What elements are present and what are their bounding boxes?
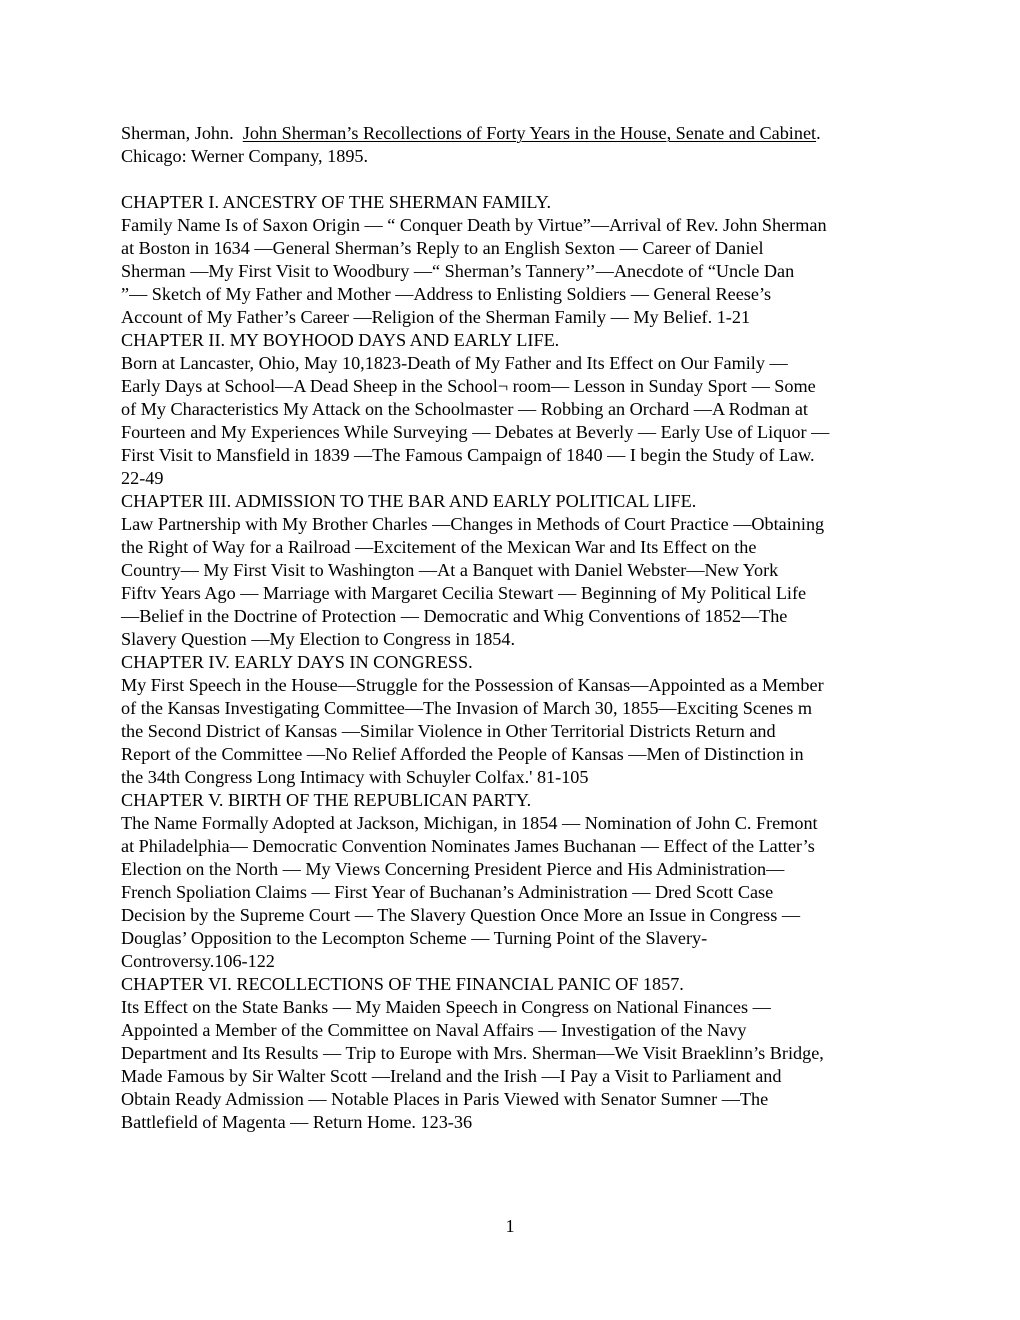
chapter-block <box>121 651 911 789</box>
chapter-summary-line: Its Effect on the State Banks — My Maiden Speech in Congress on National Finances — <box>121 997 771 1017</box>
citation-title: John Sherman’s Recollections of Forty Years in the House, Senate and Cabinet <box>242 123 817 143</box>
citation-publisher: Chicago: Werner Company, 1895. <box>121 146 369 166</box>
chapter-summary-line: Fiftv Years Ago — Marriage with Margaret Cecilia Stewart — Beginning of My Political Life <box>121 583 807 603</box>
chapter-summary-line: French Spoliation Claims — First Year of Buchanan’s Administration — Dred Scott Case <box>121 882 774 902</box>
chapter-summary-line: at Boston in 1634 —General Sherman’s Reply to an English Sexton — Career of Daniel <box>121 238 764 258</box>
chapter-heading: CHAPTER VI. RECOLLECTIONS OF THE FINANCIAL PANIC OF 1857. <box>121 974 684 994</box>
chapter-heading: CHAPTER II. MY BOYHOOD DAYS AND EARLY LIFE. <box>121 330 560 350</box>
chapter-summary-line: First Visit to Mansfield in 1839 —The Famous Campaign of 1840 — I begin the Study of Law. <box>121 445 815 465</box>
chapter-summary-line: Report of the Committee —No Relief Afforded the People of Kansas —Men of Distinction in <box>121 744 804 764</box>
chapter-summary-line: Department and Its Results — Trip to Europe with Mrs. Sherman—We Visit Braeklinn’s Bridge, <box>121 1043 824 1063</box>
chapter-summary-line: Fourteen and My Experiences While Surveying — Debates at Beverly — Early Use of Liquor — <box>121 422 830 442</box>
chapter-summary-line: Family Name Is of Saxon Origin — “ Conquer Death by Virtue”—Arrival of Rev. John Sherman <box>121 215 827 235</box>
chapter-summary-line: Appointed a Member of the Committee on Naval Affairs — Investigation of the Navy <box>121 1020 747 1040</box>
chapter-heading: CHAPTER IV. EARLY DAYS IN CONGRESS. <box>121 652 473 672</box>
chapter-summary-line: Battlefield of Magenta — Return Home. 123-36 <box>121 1112 473 1132</box>
chapter-block <box>121 329 911 490</box>
chapter-summary-line: ”— Sketch of My Father and Mother —Address to Enlisting Soldiers — General Reese’s <box>121 284 772 304</box>
chapter-summary-line: the 34th Congress Long Intimacy with Schuyler Colfax.' 81-105 <box>121 767 589 787</box>
chapter-summary-line: The Name Formally Adopted at Jackson, Michigan, in 1854 — Nomination of John C. Fremont <box>121 813 818 833</box>
chapter-summary-line: of My Characteristics My Attack on the Schoolmaster — Robbing an Orchard —A Rodman at <box>121 399 808 419</box>
chapter-summary-line: Account of My Father’s Career —Religion of the Sherman Family — My Belief. 1-21 <box>121 307 751 327</box>
chapter-block <box>121 789 911 973</box>
chapter-heading: CHAPTER I. ANCESTRY OF THE SHERMAN FAMILY. <box>121 192 552 212</box>
chapter-summary-line: Made Famous by Sir Walter Scott —Ireland and the Irish —I Pay a Visit to Parliament and <box>121 1066 782 1086</box>
chapter-list <box>121 191 911 1134</box>
chapter-summary-line: Early Days at School—A Dead Sheep in the School¬ room— Lesson in Sunday Sport — Some <box>121 376 816 396</box>
chapter-summary-line: 22-49 <box>121 468 164 488</box>
chapter-summary-line: Controversy.106-122 <box>121 951 275 971</box>
document-body <box>121 122 911 1134</box>
citation-title-end: . <box>816 123 821 143</box>
chapter-summary-line: Country— My First Visit to Washington —At a Banquet with Daniel Webster—New York <box>121 560 779 580</box>
chapter-summary-line: —Belief in the Doctrine of Protection — Democratic and Whig Conventions of 1852—The <box>121 606 788 626</box>
chapter-summary-line: of the Kansas Investigating Committee—The Invasion of March 30, 1855—Exciting Scenes m <box>121 698 812 718</box>
chapter-summary-line: the Second District of Kansas —Similar Violence in Other Territorial Districts Return and <box>121 721 776 741</box>
chapter-heading: CHAPTER III. ADMISSION TO THE BAR AND EARLY POLITICAL LIFE. <box>121 491 697 511</box>
chapter-summary-line: the Right of Way for a Railroad —Excitement of the Mexican War and Its Effect on the <box>121 537 757 557</box>
page-number: 1 <box>505 1216 515 1236</box>
chapter-block <box>121 191 911 329</box>
citation-author: Sherman, John. <box>121 123 234 143</box>
chapter-summary-line: Obtain Ready Admission — Notable Places in Paris Viewed with Senator Sumner —The <box>121 1089 769 1109</box>
citation-line-1 <box>121 122 911 145</box>
chapter-block <box>121 490 911 651</box>
chapter-heading: CHAPTER V. BIRTH OF THE REPUBLICAN PARTY. <box>121 790 532 810</box>
chapter-summary-line: Law Partnership with My Brother Charles —Changes in Methods of Court Practice —Obtaining <box>121 514 825 534</box>
chapter-summary-line: Born at Lancaster, Ohio, May 10,1823-Death of My Father and Its Effect on Our Family — <box>121 353 788 373</box>
blank-line <box>121 168 911 191</box>
chapter-summary-line: My First Speech in the House—Struggle for the Possession of Kansas—Appointed as a Member <box>121 675 824 695</box>
chapter-summary-line: Slavery Question —My Election to Congress in 1854. <box>121 629 516 649</box>
chapter-summary-line: Sherman —My First Visit to Woodbury —“ Sherman’s Tannery’’—Anecdote of “Uncle Dan <box>121 261 795 281</box>
chapter-block <box>121 973 911 1134</box>
chapter-summary-line: Election on the North — My Views Concerning President Pierce and His Administration— <box>121 859 785 879</box>
chapter-summary-line: Decision by the Supreme Court — The Slavery Question Once More an Issue in Congress — <box>121 905 801 925</box>
chapter-summary-line: Douglas’ Opposition to the Lecompton Scheme — Turning Point of the Slavery- <box>121 928 708 948</box>
chapter-summary-line: at Philadelphia— Democratic Convention Nominates James Buchanan — Effect of the Latter’s <box>121 836 815 856</box>
